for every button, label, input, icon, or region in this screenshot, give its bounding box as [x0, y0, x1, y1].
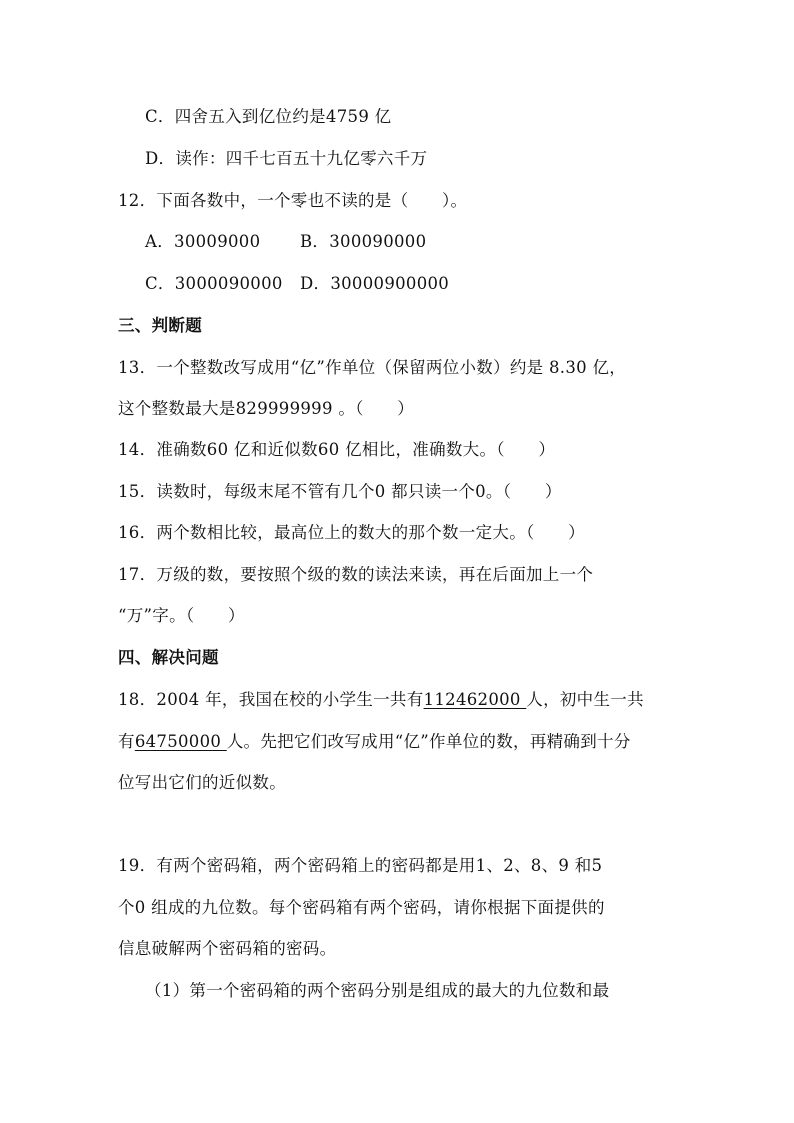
q12-option-b: B．300090000	[300, 232, 427, 251]
q13-line-1: 13．一个整数改写成用“亿”作单位（保留两位小数）约是 8.30 亿，	[118, 358, 627, 377]
section-4-title: 四、解决问题	[118, 648, 219, 667]
q12-option-d: D．30000900000	[300, 274, 450, 293]
q18-line-1-lead: 18．2004 年，我国在校的小学生一共有	[118, 690, 424, 709]
q14-text: 14．准确数60 亿和近似数60 亿相比，准确数大。（ ）	[118, 440, 556, 459]
q19-line-3: 信息破解两个密码箱的密码。	[118, 939, 337, 958]
q12-option-a: A．30009000	[145, 232, 261, 251]
q18-line-2-tail: 人。先把它们改写成用“亿”作单位的数，再精确到十分	[226, 732, 631, 751]
q12-option-c: C．3000090000	[145, 274, 283, 293]
q19-line-2: 个0 组成的九位数。每个密码箱有两个密码，请你根据下面提供的	[118, 898, 605, 917]
q12-stem: 12．下面各数中，一个零也不读的是（ ）。	[118, 191, 468, 210]
q17-line-1: 17．万级的数，要按照个级的数的读法来读，再在后面加上一个	[118, 565, 594, 584]
q18-line-1	[118, 689, 644, 711]
q11-option-c: C．四舍五入到亿位约是4759 亿	[145, 107, 392, 126]
q18-primary-student-count: 112462000	[423, 690, 527, 709]
q18-line-2-lead: 有	[118, 732, 135, 751]
q11-option-d: D．读作：四千七百五十九亿零六千万	[145, 149, 428, 168]
section-3-title: 三、判断题	[118, 316, 202, 335]
q16-text: 16．两个数相比较，最高位上的数大的那个数一定大。（ ）	[118, 523, 585, 542]
q19-line-1: 19．有两个密码箱，两个密码箱上的密码都是用1、2、8、9 和5	[118, 856, 603, 875]
q18-line-3: 位写出它们的近似数。	[118, 773, 286, 792]
q13-line-2: 这个整数最大是829999999 。（ ）	[118, 399, 415, 418]
q18-junior-student-count: 64750000	[134, 732, 227, 751]
q15-text: 15．读数时，每级末尾不管有几个0 都只读一个0。（ ）	[118, 482, 562, 501]
q18-line-2	[118, 731, 631, 753]
q18-line-1-tail: 人，初中生一共	[526, 690, 644, 709]
q17-line-2: “万”字。（ ）	[118, 606, 245, 625]
q19-line-4: （1）第一个密码箱的两个密码分别是组成的最大的九位数和最	[145, 981, 610, 1000]
